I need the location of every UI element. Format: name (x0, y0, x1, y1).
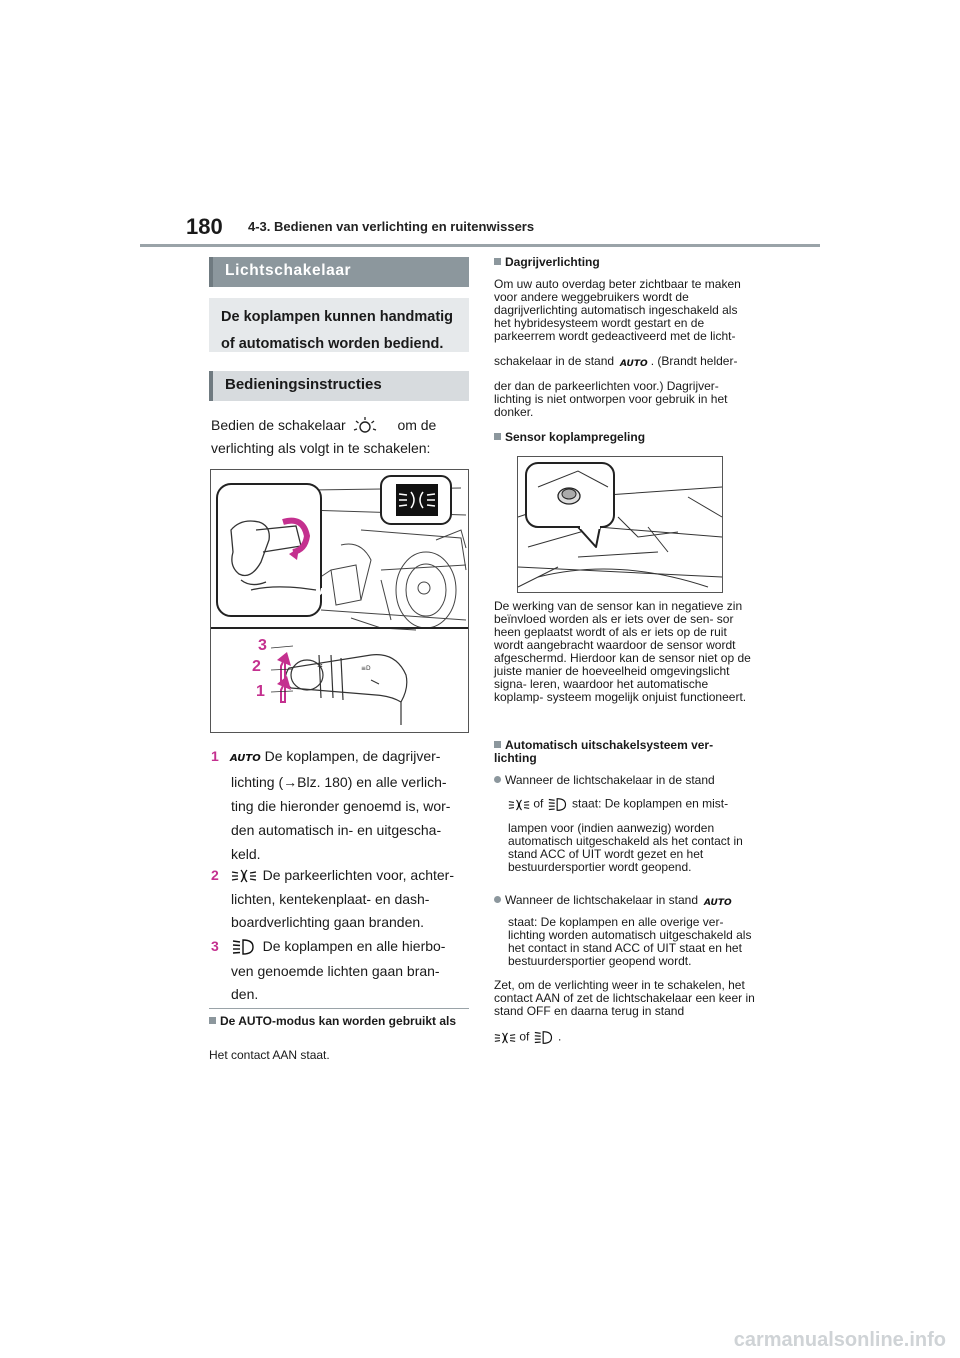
drl-text-2: schakelaar in de stand AUTO . (Brandt helder- (494, 354, 738, 369)
item-number: 2 (211, 867, 219, 883)
headlight-icon (547, 797, 569, 812)
auto-icon (703, 895, 733, 908)
header-rule (140, 244, 820, 247)
drl-title: Dagrijverlichting (494, 256, 754, 269)
parking-light-icon (508, 798, 530, 812)
auto-icon (229, 750, 261, 765)
figure-label-1: 1 (256, 683, 265, 700)
sensor-figure (517, 456, 723, 593)
item-text-rest: lichting (→Blz. 180) en alle verlich- ting die hieronder genoemd is, wor- den automatisch in- en uitgescha- keld. (231, 774, 451, 862)
item-text-rest: ven genoemde lichten gaan bran- den. (231, 963, 440, 1002)
svg-text:AUTO: AUTO (704, 897, 733, 908)
svg-text:≡D: ≡D (361, 665, 371, 672)
square-bullet-icon (494, 258, 501, 265)
summary-box: De koplampen kunnen handmatig of automatisch worden bediend. (209, 298, 469, 352)
note-title: De AUTO-modus kan worden gebruikt als (209, 1015, 467, 1028)
svg-text:✲: ✲ (317, 662, 323, 670)
square-bullet-icon (209, 1017, 216, 1024)
square-bullet-icon (494, 433, 501, 440)
bullet-2-line-a: Wanneer de lichtschakelaar in stand AUTO (494, 894, 756, 914)
closing-text: Zet, om de verlichting weer in te schakelen, het contact AAN of zet de lichtschakelaar een keer in stand OFF en daarna terug in stand (494, 978, 755, 1018)
bullet-2-line-b: staat: De koplampen en alle overige ver- lichting worden automatisch uitgeschakeld als het contact in stand ACC of UIT staat en het bestuurdersportier geopend wordt. (508, 915, 752, 968)
sensor-title: Sensor koplampregeling (494, 431, 754, 444)
drl-text-1: Om uw auto overdag beter zichtbaar te maken voor andere weggebruikers wordt de dagrijverlichting automatisch ingeschakeld als het hybridesysteem wordt gestart en de parkeerrem wordt gedeactiveerd met de licht- (494, 277, 741, 343)
bullet-1-line-b: of staat: De koplampen en mist- (508, 797, 758, 817)
sensor-illustration (518, 457, 722, 592)
section-bar-lichtschakelaar: Lichtschakelaar (209, 257, 469, 287)
parking-light-icon (231, 868, 257, 884)
square-bullet-icon (494, 741, 501, 748)
instructions-bar: Bedieningsinstructies (209, 371, 469, 401)
item-text-line1: De parkeerlichten voor, achter- (262, 867, 455, 883)
list-item (211, 864, 469, 887)
intro-text-b: om de (397, 417, 437, 433)
sensor-text: De werking van de sensor kan in negatieve zin beïnvloed worden als er iets over de sen- sor heen geplaatst wordt of als er iets op de ruit wordt aangebracht waardoor de sensor wordt afgeschermd. Hierdoor kan de sensor niet op de juiste manier de hoeveelheid omgevingslicht signa- leren, waardoor het automatische koplamp- systeem mogelijk onjuist functioneert. (494, 599, 751, 704)
figure-label-3: 3 (258, 637, 267, 654)
round-bullet-icon (494, 776, 501, 783)
intro-line-2: verlichting als volgt in te schakelen: (211, 440, 431, 456)
headlight-icon (231, 938, 257, 956)
watermark: carmanualsonline.info (733, 1329, 946, 1351)
page-number: 180 (186, 214, 223, 239)
lightswitch-illustration (211, 470, 468, 732)
svg-text:AUTO: AUTO (620, 358, 649, 369)
closing-icons: of . (494, 1030, 756, 1050)
section-title: 4-3. Bedienen van verlichting en ruitenwissers (248, 219, 535, 234)
auto-icon (619, 356, 649, 369)
note-text: Het contact AAN staat. (209, 1048, 330, 1062)
bullet-1-line-c: lampen voor (indien aanwezig) worden automatisch uitgeschakeld als het contact in stand ACC of UIT wordt gezet en het bestuurdersportier wordt geopend. (508, 821, 743, 874)
svg-text:AUTO: AUTO (229, 753, 261, 765)
item-text-line1: De koplampen, de dagrijver- (264, 748, 441, 764)
headlight-icon (533, 1030, 555, 1045)
drl-text-3: der dan de parkeerlichten voor.) Dagrijver- lichting is niet ontworpen voor gebruik in het donker. (494, 379, 728, 419)
parking-light-icon (494, 1031, 516, 1045)
light-switch-icon (350, 415, 380, 437)
note-divider (209, 1008, 469, 1009)
figure-label-2: 2 (252, 658, 261, 675)
bullet-1-line-a: Wanneer de lichtschakelaar in de stand (494, 774, 756, 787)
item-text-line1: De koplampen en alle hierbo- (262, 938, 446, 954)
item-number: 1 (211, 748, 219, 764)
intro-line-1 (211, 414, 469, 438)
lightswitch-figure (210, 469, 469, 733)
intro-text-a: Bedien de schakelaar (211, 417, 346, 433)
list-item (211, 935, 469, 958)
item-number: 3 (211, 938, 219, 954)
item-text-rest: lichten, kentekenplaat- en dash- boardverlichting gaan branden. (231, 891, 430, 930)
list-item (211, 745, 469, 768)
round-bullet-icon (494, 896, 501, 903)
auto-off-title: Automatisch uitschakelsysteem ver- lichting (494, 738, 714, 765)
